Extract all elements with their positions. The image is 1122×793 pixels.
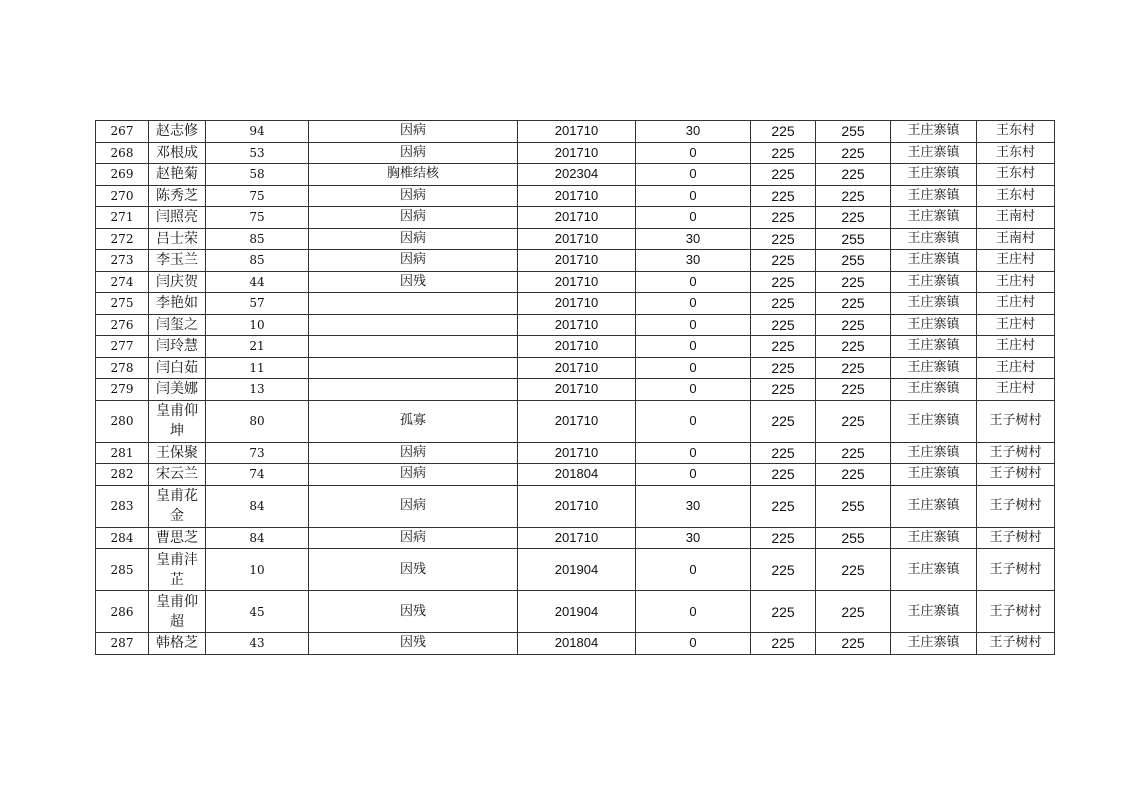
- cell-reason: 因病: [309, 464, 518, 486]
- cell-total: 225: [816, 464, 891, 486]
- cell-town: 王庄寨镇: [891, 527, 977, 549]
- cell-base: 225: [751, 164, 816, 186]
- cell-total: 225: [816, 549, 891, 591]
- cell-extra: 0: [636, 271, 751, 293]
- cell-age: 11: [206, 357, 309, 379]
- cell-reason: 孤寡: [309, 400, 518, 442]
- cell-number: 282: [96, 464, 149, 486]
- cell-village: 王子树村: [977, 527, 1055, 549]
- cell-name: 皇甫沣芷: [149, 549, 206, 591]
- cell-base: 225: [751, 314, 816, 336]
- cell-extra: 0: [636, 549, 751, 591]
- cell-date: 201710: [518, 228, 636, 250]
- cell-name: 曹思芝: [149, 527, 206, 549]
- cell-town: 王庄寨镇: [891, 207, 977, 229]
- cell-extra: 0: [636, 314, 751, 336]
- table-row: [96, 228, 1055, 250]
- cell-name: 闫玺之: [149, 314, 206, 336]
- cell-base: 225: [751, 464, 816, 486]
- cell-age: 10: [206, 314, 309, 336]
- cell-village: 王东村: [977, 121, 1055, 143]
- cell-town: 王庄寨镇: [891, 485, 977, 527]
- cell-town: 王庄寨镇: [891, 250, 977, 272]
- cell-number: 286: [96, 591, 149, 633]
- cell-reason: 因病: [309, 142, 518, 164]
- cell-base: 225: [751, 142, 816, 164]
- cell-base: 225: [751, 336, 816, 358]
- cell-town: 王庄寨镇: [891, 379, 977, 401]
- cell-extra: 0: [636, 591, 751, 633]
- cell-number: 271: [96, 207, 149, 229]
- cell-reason: 因病: [309, 485, 518, 527]
- cell-total: 255: [816, 121, 891, 143]
- cell-reason: [309, 293, 518, 315]
- cell-age: 84: [206, 485, 309, 527]
- table-row: [96, 271, 1055, 293]
- cell-base: 225: [751, 207, 816, 229]
- cell-total: 255: [816, 527, 891, 549]
- cell-total: 225: [816, 314, 891, 336]
- cell-number: 280: [96, 400, 149, 442]
- cell-date: 202304: [518, 164, 636, 186]
- cell-number: 283: [96, 485, 149, 527]
- cell-base: 225: [751, 121, 816, 143]
- cell-age: 10: [206, 549, 309, 591]
- cell-name: 韩格芝: [149, 633, 206, 655]
- cell-base: 225: [751, 549, 816, 591]
- cell-town: 王庄寨镇: [891, 185, 977, 207]
- cell-number: 277: [96, 336, 149, 358]
- cell-date: 201710: [518, 293, 636, 315]
- cell-town: 王庄寨镇: [891, 442, 977, 464]
- cell-reason: [309, 379, 518, 401]
- cell-total: 225: [816, 142, 891, 164]
- cell-reason: 胸椎结核: [309, 164, 518, 186]
- table-row: [96, 442, 1055, 464]
- cell-number: 270: [96, 185, 149, 207]
- table-row: [96, 379, 1055, 401]
- cell-total: 225: [816, 633, 891, 655]
- cell-name: 闫玲慧: [149, 336, 206, 358]
- cell-base: 225: [751, 357, 816, 379]
- cell-date: 201710: [518, 400, 636, 442]
- cell-date: 201710: [518, 207, 636, 229]
- table-row: [96, 336, 1055, 358]
- cell-village: 王子树村: [977, 442, 1055, 464]
- cell-name: 陈秀芝: [149, 185, 206, 207]
- cell-town: 王庄寨镇: [891, 464, 977, 486]
- cell-age: 43: [206, 633, 309, 655]
- cell-name: 皇甫仰坤: [149, 400, 206, 442]
- cell-village: 王南村: [977, 228, 1055, 250]
- cell-date: 201904: [518, 591, 636, 633]
- cell-extra: 0: [636, 400, 751, 442]
- cell-name: 宋云兰: [149, 464, 206, 486]
- cell-total: 255: [816, 228, 891, 250]
- cell-town: 王庄寨镇: [891, 591, 977, 633]
- cell-base: 225: [751, 250, 816, 272]
- cell-total: 225: [816, 164, 891, 186]
- cell-reason: [309, 357, 518, 379]
- cell-name: 闫庆贺: [149, 271, 206, 293]
- cell-base: 225: [751, 485, 816, 527]
- cell-town: 王庄寨镇: [891, 400, 977, 442]
- cell-total: 225: [816, 336, 891, 358]
- cell-base: 225: [751, 185, 816, 207]
- cell-date: 201804: [518, 464, 636, 486]
- cell-total: 225: [816, 357, 891, 379]
- cell-number: 285: [96, 549, 149, 591]
- table-row: [96, 142, 1055, 164]
- cell-date: 201710: [518, 357, 636, 379]
- cell-age: 75: [206, 185, 309, 207]
- cell-village: 王庄村: [977, 271, 1055, 293]
- cell-base: 225: [751, 228, 816, 250]
- cell-reason: 因残: [309, 271, 518, 293]
- cell-reason: 因残: [309, 591, 518, 633]
- table-row: [96, 549, 1055, 591]
- cell-village: 王庄村: [977, 357, 1055, 379]
- table-row: [96, 185, 1055, 207]
- cell-extra: 30: [636, 527, 751, 549]
- cell-reason: 因残: [309, 549, 518, 591]
- cell-town: 王庄寨镇: [891, 633, 977, 655]
- cell-reason: [309, 314, 518, 336]
- cell-extra: 0: [636, 164, 751, 186]
- table-body: [96, 121, 1055, 655]
- cell-number: 278: [96, 357, 149, 379]
- cell-extra: 30: [636, 250, 751, 272]
- cell-age: 58: [206, 164, 309, 186]
- cell-name: 王保聚: [149, 442, 206, 464]
- cell-extra: 0: [636, 357, 751, 379]
- cell-age: 74: [206, 464, 309, 486]
- cell-base: 225: [751, 400, 816, 442]
- cell-extra: 0: [636, 185, 751, 207]
- cell-age: 84: [206, 527, 309, 549]
- cell-town: 王庄寨镇: [891, 228, 977, 250]
- cell-town: 王庄寨镇: [891, 164, 977, 186]
- table-row: [96, 485, 1055, 527]
- cell-name: 皇甫花金: [149, 485, 206, 527]
- cell-date: 201710: [518, 185, 636, 207]
- cell-extra: 0: [636, 142, 751, 164]
- cell-total: 225: [816, 442, 891, 464]
- cell-extra: 0: [636, 464, 751, 486]
- cell-reason: 因病: [309, 185, 518, 207]
- cell-number: 279: [96, 379, 149, 401]
- table-row: [96, 400, 1055, 442]
- cell-age: 85: [206, 250, 309, 272]
- cell-village: 王子树村: [977, 400, 1055, 442]
- cell-total: 255: [816, 250, 891, 272]
- cell-village: 王庄村: [977, 250, 1055, 272]
- cell-number: 274: [96, 271, 149, 293]
- cell-extra: 0: [636, 293, 751, 315]
- assistance-table: [95, 120, 1055, 655]
- table-row: [96, 164, 1055, 186]
- cell-village: 王子树村: [977, 485, 1055, 527]
- cell-name: 闫照亮: [149, 207, 206, 229]
- cell-date: 201710: [518, 527, 636, 549]
- cell-number: 275: [96, 293, 149, 315]
- cell-town: 王庄寨镇: [891, 314, 977, 336]
- cell-reason: [309, 336, 518, 358]
- cell-extra: 0: [636, 379, 751, 401]
- table-row: [96, 293, 1055, 315]
- cell-extra: 30: [636, 121, 751, 143]
- cell-village: 王南村: [977, 207, 1055, 229]
- cell-town: 王庄寨镇: [891, 549, 977, 591]
- cell-name: 李玉兰: [149, 250, 206, 272]
- cell-date: 201710: [518, 442, 636, 464]
- cell-reason: 因病: [309, 527, 518, 549]
- cell-date: 201710: [518, 336, 636, 358]
- cell-village: 王子树村: [977, 633, 1055, 655]
- cell-date: 201710: [518, 485, 636, 527]
- cell-base: 225: [751, 293, 816, 315]
- cell-town: 王庄寨镇: [891, 293, 977, 315]
- cell-number: 284: [96, 527, 149, 549]
- cell-extra: 0: [636, 336, 751, 358]
- cell-age: 57: [206, 293, 309, 315]
- cell-village: 王东村: [977, 164, 1055, 186]
- table-row: [96, 207, 1055, 229]
- cell-base: 225: [751, 271, 816, 293]
- cell-village: 王庄村: [977, 336, 1055, 358]
- cell-total: 225: [816, 271, 891, 293]
- cell-base: 225: [751, 379, 816, 401]
- cell-town: 王庄寨镇: [891, 271, 977, 293]
- cell-number: 272: [96, 228, 149, 250]
- cell-total: 225: [816, 293, 891, 315]
- cell-reason: 因病: [309, 121, 518, 143]
- cell-base: 225: [751, 527, 816, 549]
- cell-village: 王东村: [977, 185, 1055, 207]
- cell-age: 75: [206, 207, 309, 229]
- cell-name: 邓根成: [149, 142, 206, 164]
- cell-age: 53: [206, 142, 309, 164]
- cell-number: 281: [96, 442, 149, 464]
- cell-reason: 因病: [309, 250, 518, 272]
- cell-number: 276: [96, 314, 149, 336]
- cell-number: 267: [96, 121, 149, 143]
- cell-name: 皇甫仰超: [149, 591, 206, 633]
- cell-extra: 0: [636, 442, 751, 464]
- cell-village: 王庄村: [977, 314, 1055, 336]
- cell-total: 225: [816, 185, 891, 207]
- cell-reason: 因病: [309, 207, 518, 229]
- document-page: [95, 120, 1055, 655]
- table-row: [96, 591, 1055, 633]
- cell-name: 吕士荣: [149, 228, 206, 250]
- cell-total: 255: [816, 485, 891, 527]
- cell-village: 王子树村: [977, 591, 1055, 633]
- cell-extra: 30: [636, 228, 751, 250]
- table-row: [96, 250, 1055, 272]
- cell-age: 44: [206, 271, 309, 293]
- cell-name: 闫白茹: [149, 357, 206, 379]
- cell-extra: 0: [636, 633, 751, 655]
- cell-age: 80: [206, 400, 309, 442]
- table-row: [96, 633, 1055, 655]
- table-row: [96, 314, 1055, 336]
- table-row: [96, 464, 1055, 486]
- cell-reason: 因病: [309, 442, 518, 464]
- cell-date: 201710: [518, 121, 636, 143]
- cell-date: 201904: [518, 549, 636, 591]
- cell-town: 王庄寨镇: [891, 121, 977, 143]
- cell-town: 王庄寨镇: [891, 142, 977, 164]
- cell-town: 王庄寨镇: [891, 357, 977, 379]
- cell-base: 225: [751, 591, 816, 633]
- cell-town: 王庄寨镇: [891, 336, 977, 358]
- cell-age: 94: [206, 121, 309, 143]
- cell-reason: 因残: [309, 633, 518, 655]
- cell-extra: 0: [636, 207, 751, 229]
- cell-total: 225: [816, 591, 891, 633]
- cell-village: 王庄村: [977, 379, 1055, 401]
- cell-date: 201710: [518, 271, 636, 293]
- cell-age: 73: [206, 442, 309, 464]
- cell-number: 287: [96, 633, 149, 655]
- cell-total: 225: [816, 207, 891, 229]
- cell-date: 201710: [518, 250, 636, 272]
- cell-base: 225: [751, 633, 816, 655]
- cell-date: 201710: [518, 314, 636, 336]
- table-row: [96, 121, 1055, 143]
- cell-number: 273: [96, 250, 149, 272]
- table-row: [96, 527, 1055, 549]
- cell-name: 闫美娜: [149, 379, 206, 401]
- cell-name: 李艳如: [149, 293, 206, 315]
- cell-name: 赵志修: [149, 121, 206, 143]
- cell-reason: 因病: [309, 228, 518, 250]
- cell-total: 225: [816, 379, 891, 401]
- cell-age: 13: [206, 379, 309, 401]
- cell-number: 269: [96, 164, 149, 186]
- cell-village: 王庄村: [977, 293, 1055, 315]
- cell-total: 225: [816, 400, 891, 442]
- cell-village: 王子树村: [977, 464, 1055, 486]
- cell-age: 21: [206, 336, 309, 358]
- cell-number: 268: [96, 142, 149, 164]
- cell-base: 225: [751, 442, 816, 464]
- cell-name: 赵艳菊: [149, 164, 206, 186]
- cell-date: 201710: [518, 379, 636, 401]
- cell-village: 王东村: [977, 142, 1055, 164]
- table-row: [96, 357, 1055, 379]
- cell-age: 85: [206, 228, 309, 250]
- cell-date: 201804: [518, 633, 636, 655]
- cell-extra: 30: [636, 485, 751, 527]
- cell-age: 45: [206, 591, 309, 633]
- cell-date: 201710: [518, 142, 636, 164]
- cell-village: 王子树村: [977, 549, 1055, 591]
